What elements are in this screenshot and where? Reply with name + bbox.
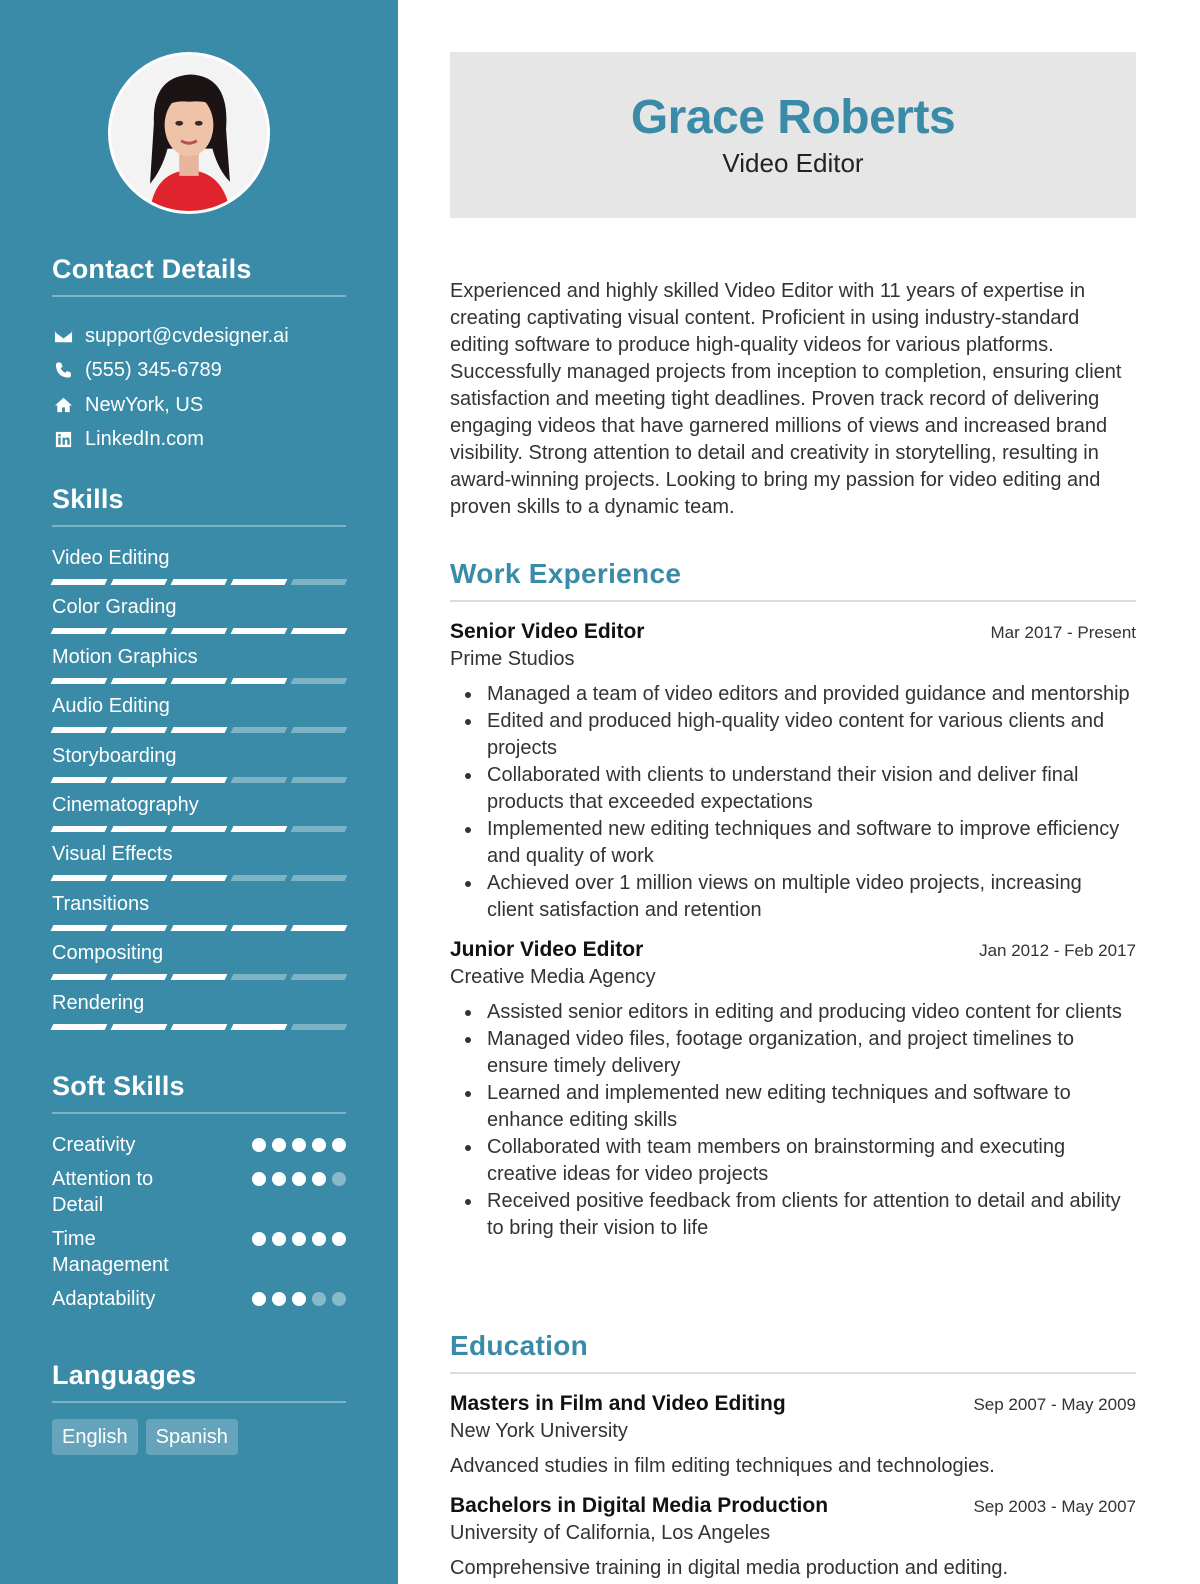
- contact-email[interactable]: [52, 319, 346, 354]
- skill-level-segment: [231, 628, 288, 634]
- profile-photo: [108, 52, 270, 214]
- job-header: [450, 938, 1136, 962]
- language-tag: Spanish: [146, 1419, 238, 1455]
- soft-skill-item: [52, 1226, 346, 1278]
- avatar-illustration: [111, 55, 267, 211]
- education-entry: [450, 1494, 1136, 1580]
- languages-section: [52, 1360, 346, 1455]
- rating-dot: [272, 1138, 286, 1152]
- rating-dot: [292, 1138, 306, 1152]
- job-bullet: Implemented new editing techniques and software to improve efficiency and quality of work: [450, 816, 1136, 870]
- job-bullet: Collaborated with team members on brainstorming and executing creative ideas for video projects: [450, 1134, 1136, 1188]
- envelope-icon: [52, 325, 74, 347]
- skill-level-segment: [291, 826, 348, 832]
- rating-dot: [252, 1138, 266, 1152]
- skill-label: Visual Effects: [52, 843, 173, 866]
- skill-item: [52, 841, 346, 890]
- soft-skill-item: [52, 1132, 346, 1158]
- contact-list: [52, 319, 346, 457]
- rating-dot: [312, 1172, 326, 1186]
- skill-level-segment: [51, 628, 108, 634]
- job-bullet: Learned and implemented new editing techniques and software to enhance editing skills: [450, 1080, 1136, 1134]
- skill-level-segment: [231, 925, 288, 931]
- contact-email-text: support@cvdesigner.ai: [85, 324, 289, 347]
- candidate-name: Grace Roberts: [630, 91, 956, 144]
- skill-level-segment: [231, 727, 288, 733]
- rating-dot: [272, 1292, 286, 1306]
- skill-level-segment: [51, 678, 108, 684]
- job-bullet: Received positive feedback from clients for attention to detail and ability to bring their vision to life: [450, 1188, 1136, 1242]
- rating-dot: [272, 1232, 286, 1246]
- soft-skill-rating: [252, 1286, 346, 1306]
- skill-level-segment: [111, 777, 168, 783]
- linkedin-icon: [52, 429, 74, 451]
- skill-item: [52, 940, 346, 989]
- skill-item: [52, 644, 346, 693]
- skill-level-segment: [111, 974, 168, 980]
- language-tag: English: [52, 1419, 138, 1455]
- contact-location: [52, 388, 346, 423]
- education-entry: [450, 1392, 1136, 1478]
- job-entry: [450, 620, 1136, 924]
- education-divider: [450, 1372, 1136, 1374]
- degree-title: Bachelors in Digital Media Production: [450, 1494, 829, 1517]
- soft-skills-section: [52, 1071, 346, 1320]
- job-bullets: [450, 999, 1136, 1242]
- skill-level-segment: [171, 925, 228, 931]
- contact-linkedin[interactable]: [52, 423, 346, 458]
- phone-icon: [52, 360, 74, 382]
- skill-label: Motion Graphics: [52, 645, 198, 668]
- soft-skill-rating: [252, 1166, 346, 1186]
- skill-level-segment: [51, 727, 108, 733]
- skill-level-bar: [52, 925, 346, 931]
- skill-level-segment: [171, 777, 228, 783]
- skill-level-segment: [111, 1024, 168, 1030]
- degree-title: Masters in Film and Video Editing: [450, 1392, 786, 1415]
- skill-level-segment: [231, 875, 288, 881]
- soft-skill-label: Creativity: [52, 1134, 136, 1156]
- skill-level-segment: [51, 974, 108, 980]
- school-name: University of California, Los Angeles: [450, 1522, 771, 1544]
- job-bullet: Managed video files, footage organization, and project timelines to ensure timely delivery: [450, 1026, 1136, 1080]
- skill-item: [52, 990, 346, 1039]
- work-experience-section: [450, 558, 1136, 1242]
- profile-summary: Experienced and highly skilled Video Editor with 11 years of expertise in creating captivating visual content. Proficient in using industry-standard editing software to produce high-quality videos for various platforms. Successfully managed projects from inception to completion, ensuring client satisfaction and meeting tight deadlines. Proven track record of delivering engaging videos that have garnered millions of views and increased brand visibility. Strong attention to detail and creativity in storytelling, resulting in award-winning projects. Looking to bring my passion for video editing and proven skills to a dynamic team.: [450, 280, 1122, 518]
- education-header: [450, 1494, 1136, 1518]
- skill-level-segment: [231, 974, 288, 980]
- skill-label: Compositing: [52, 942, 164, 965]
- education-heading: Education: [450, 1330, 589, 1361]
- job-date: Mar 2017 - Present: [990, 623, 1136, 642]
- skill-level-segment: [171, 628, 228, 634]
- skill-level-segment: [291, 875, 348, 881]
- work-divider: [450, 600, 1136, 602]
- skill-level-segment: [171, 826, 228, 832]
- rating-dot: [292, 1292, 306, 1306]
- soft-skill-label: Adaptability: [52, 1288, 156, 1310]
- skills-section: [52, 484, 346, 1039]
- skill-level-bar: [52, 628, 346, 634]
- rating-dot: [292, 1172, 306, 1186]
- skill-level-segment: [51, 1024, 108, 1030]
- skill-level-segment: [111, 628, 168, 634]
- soft-skill-rating: [252, 1226, 346, 1246]
- job-bullets: [450, 681, 1136, 924]
- skill-level-segment: [111, 727, 168, 733]
- skill-level-bar: [52, 1024, 346, 1030]
- skill-level-bar: [52, 777, 346, 783]
- skill-level-bar: [52, 875, 346, 881]
- skill-level-segment: [171, 727, 228, 733]
- job-company: Prime Studios: [450, 648, 575, 670]
- soft-skill-item: [52, 1286, 346, 1312]
- skill-level-segment: [291, 777, 348, 783]
- skill-label: Audio Editing: [52, 695, 170, 718]
- education-date: Sep 2003 - May 2007: [973, 1497, 1136, 1516]
- rating-dot: [332, 1292, 346, 1306]
- rating-dot: [312, 1138, 326, 1152]
- job-company: Creative Media Agency: [450, 966, 656, 988]
- education-section: [450, 1330, 1136, 1580]
- rating-dot: [332, 1172, 346, 1186]
- soft-skill-label: Attention to Detail: [52, 1168, 154, 1216]
- soft-skills-heading: Soft Skills: [52, 1071, 185, 1101]
- skill-level-bar: [52, 678, 346, 684]
- rating-dot: [252, 1292, 266, 1306]
- skill-level-segment: [231, 678, 288, 684]
- skill-label: Transitions: [52, 892, 150, 915]
- school-name: New York University: [450, 1420, 628, 1442]
- skill-level-segment: [111, 579, 168, 585]
- skill-level-segment: [231, 1024, 288, 1030]
- soft-skill-label: Time Management: [52, 1228, 169, 1276]
- skill-level-segment: [111, 678, 168, 684]
- skills-heading: Skills: [52, 484, 124, 514]
- soft-skill-rating: [252, 1132, 346, 1152]
- job-bullet: Achieved over 1 million views on multiple video projects, increasing client satisfaction and retention: [450, 870, 1136, 924]
- skill-label: Color Grading: [52, 596, 177, 619]
- skill-level-segment: [291, 678, 348, 684]
- skill-level-segment: [291, 579, 348, 585]
- rating-dot: [292, 1232, 306, 1246]
- skill-level-bar: [52, 974, 346, 980]
- skill-level-segment: [291, 925, 348, 931]
- contact-heading: Contact Details: [52, 254, 252, 284]
- education-description: Comprehensive training in digital media production and editing.: [450, 1557, 1009, 1579]
- skill-level-bar: [52, 727, 346, 733]
- skill-level-segment: [51, 875, 108, 881]
- education-header: [450, 1392, 1136, 1416]
- candidate-title: Video Editor: [722, 148, 864, 178]
- contact-phone-text: (555) 345-6789: [85, 359, 222, 382]
- rating-dot: [272, 1172, 286, 1186]
- skill-label: Cinematography: [52, 793, 199, 816]
- rating-dot: [252, 1172, 266, 1186]
- name-header: [450, 52, 1136, 218]
- rating-dot: [332, 1232, 346, 1246]
- job-title: Junior Video Editor: [450, 938, 644, 961]
- skill-level-segment: [231, 826, 288, 832]
- skill-level-segment: [111, 925, 168, 931]
- skill-level-segment: [111, 826, 168, 832]
- skill-level-segment: [51, 925, 108, 931]
- skill-label: Video Editing: [52, 547, 170, 569]
- contact-divider: [52, 295, 346, 297]
- rating-dot: [252, 1232, 266, 1246]
- skill-item: [52, 792, 346, 841]
- skill-level-segment: [51, 579, 108, 585]
- sidebar: [0, 0, 398, 1584]
- contact-section: [52, 254, 346, 457]
- rating-dot: [332, 1138, 346, 1152]
- skill-level-segment: [51, 826, 108, 832]
- skill-item: [52, 743, 346, 792]
- skill-level-segment: [171, 678, 228, 684]
- skill-level-segment: [231, 777, 288, 783]
- skill-level-segment: [111, 875, 168, 881]
- soft-skill-item: [52, 1166, 346, 1218]
- skill-item: [52, 545, 346, 594]
- skill-item: [52, 891, 346, 940]
- skill-level-bar: [52, 579, 346, 585]
- work-heading: Work Experience: [450, 558, 682, 589]
- skill-level-segment: [171, 875, 228, 881]
- skill-level-segment: [291, 628, 348, 634]
- skill-level-segment: [291, 727, 348, 733]
- languages-heading: Languages: [52, 1360, 197, 1390]
- skills-divider: [52, 525, 346, 527]
- skill-level-segment: [171, 974, 228, 980]
- skill-level-segment: [51, 777, 108, 783]
- soft-skill-list: [52, 1132, 346, 1312]
- skill-level-segment: [171, 579, 228, 585]
- job-bullet: Managed a team of video editors and provided guidance and mentorship: [450, 681, 1136, 708]
- rating-dot: [312, 1292, 326, 1306]
- language-list: [52, 1419, 346, 1455]
- contact-phone[interactable]: [52, 354, 346, 389]
- skill-label: Storyboarding: [52, 744, 177, 767]
- skill-level-bar: [52, 826, 346, 832]
- job-bullet: Collaborated with clients to understand their vision and deliver final products that exceeded expectations: [450, 762, 1136, 816]
- soft-skills-divider: [52, 1112, 346, 1114]
- job-header: [450, 620, 1136, 644]
- job-entry: [450, 938, 1136, 1242]
- education-date: Sep 2007 - May 2009: [973, 1395, 1136, 1414]
- education-description: Advanced studies in film editing techniques and technologies.: [450, 1455, 995, 1477]
- languages-divider: [52, 1401, 346, 1403]
- rating-dot: [312, 1232, 326, 1246]
- skill-item: [52, 594, 346, 643]
- skill-level-segment: [291, 1024, 348, 1030]
- skill-list: [52, 545, 346, 1039]
- job-bullet: Assisted senior editors in editing and producing video content for clients: [450, 999, 1136, 1026]
- skill-level-segment: [231, 579, 288, 585]
- home-icon: [52, 394, 74, 416]
- job-date: Jan 2012 - Feb 2017: [979, 941, 1136, 960]
- skill-level-segment: [291, 974, 348, 980]
- job-bullet: Edited and produced high-quality video content for various clients and projects: [450, 708, 1136, 762]
- skill-level-segment: [171, 1024, 228, 1030]
- skill-label: Rendering: [52, 991, 145, 1014]
- job-title: Senior Video Editor: [450, 620, 645, 643]
- contact-linkedin-text: LinkedIn.com: [85, 428, 204, 451]
- skill-item: [52, 693, 346, 742]
- contact-location-text: NewYork, US: [85, 393, 204, 416]
